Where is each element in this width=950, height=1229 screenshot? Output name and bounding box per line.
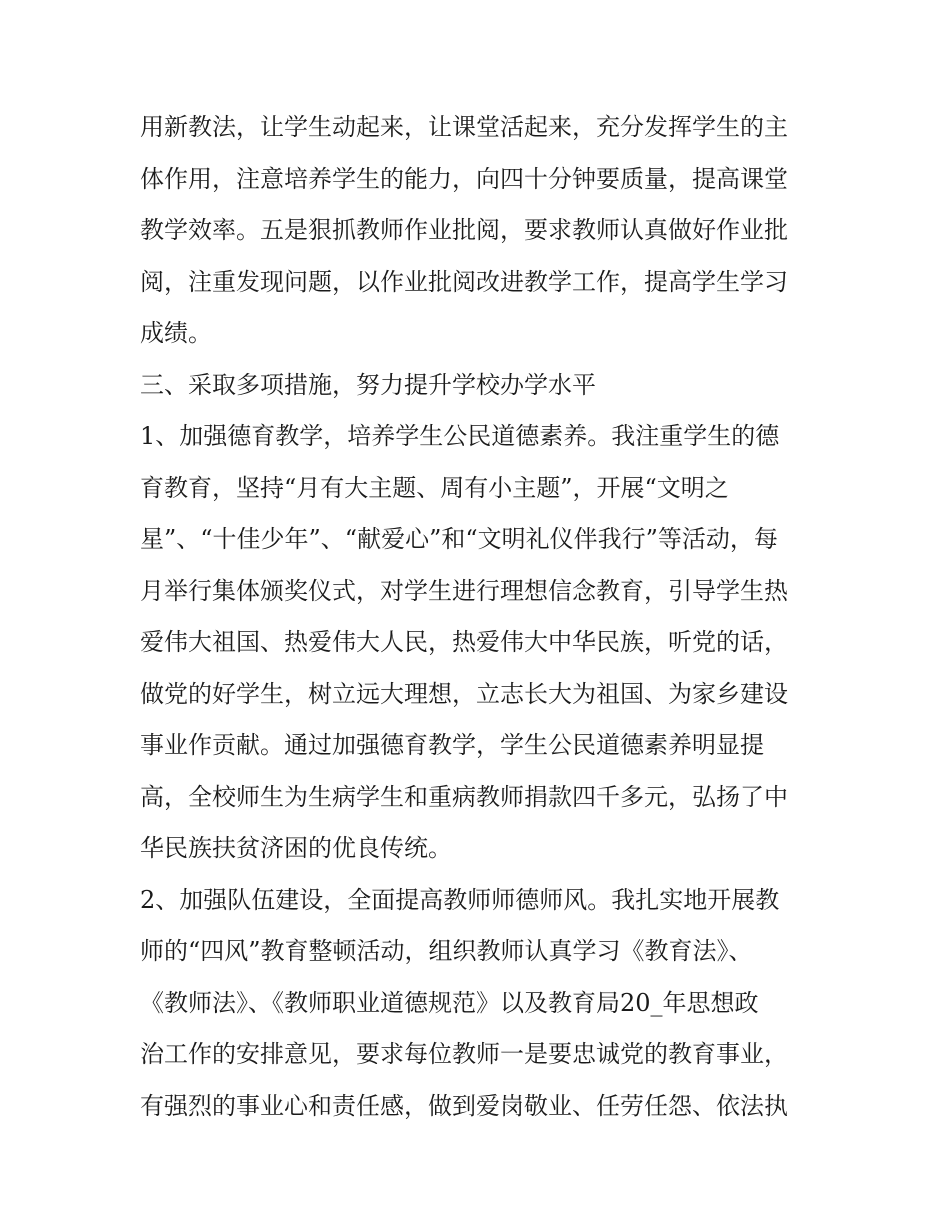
text-line-13: 事业作贡献。通过加强德育教学，学生公民道德素养明显提 <box>140 731 764 759</box>
text-line-19: 治工作的安排意见，要求每位教师一是要忠诚党的教育事业， <box>140 1040 788 1068</box>
text-line-20: 有强烈的事业心和责任感，做到爱岗敬业、任劳任怨、依法执 <box>140 1091 788 1120</box>
section-heading: 三、采取多项措施，努力提升学校办学水平 <box>140 370 596 399</box>
text-line-1: 用新教法，让学生动起来，让课堂活起来，充分发挥学生的主 <box>140 113 788 141</box>
text-line-5: 成绩。 <box>140 319 212 347</box>
text-line-14: 高，全校师生为生病学生和重病教师捐款四千多元，弘扬了中 <box>140 782 788 811</box>
text-line-16: 2、加强队伍建设，全面提高教师师德师风。我扎实地开展教 <box>140 885 780 914</box>
text-line-18: 《教师法》、《教师职业道德规范》以及教育局20_年思想政 <box>140 988 759 1017</box>
body-text <box>140 102 830 1132</box>
text-line-9: 星”、“十佳少年”、“献爱心”和“文明礼仪伴我行”等活动，每 <box>140 525 778 553</box>
text-line-2: 体作用，注意培养学生的能力，向四十分钟要质量，提高课堂 <box>140 164 788 193</box>
text-line-7: 1、加强德育教学，培养学生公民道德素养。我注重学生的德 <box>140 422 780 450</box>
text-line-12: 做党的好学生，树立远大理想，立志长大为祖国、为家乡建设 <box>140 679 788 708</box>
text-line-8: 育教育，坚持“月有大主题、周有小主题”，开展“文明之 <box>140 473 729 502</box>
text-line-11: 爱伟大祖国、热爱伟大人民，热爱伟大中华民族，听党的话， <box>140 628 788 656</box>
text-line-15: 华民族扶贫济困的优良传统。 <box>140 834 452 862</box>
text-line-4: 阅，注重发现问题，以作业批阅改进教学工作，提高学生学习 <box>140 267 788 296</box>
text-line-3: 教学效率。五是狠抓教师作业批阅，要求教师认真做好作业批 <box>140 216 788 244</box>
text-line-10: 月举行集体颁奖仪式，对学生进行理想信念教育，引导学生热 <box>140 576 788 605</box>
text-line-17: 师的“四风”教育整顿活动，组织教师认真学习《教育法》、 <box>140 937 753 965</box>
